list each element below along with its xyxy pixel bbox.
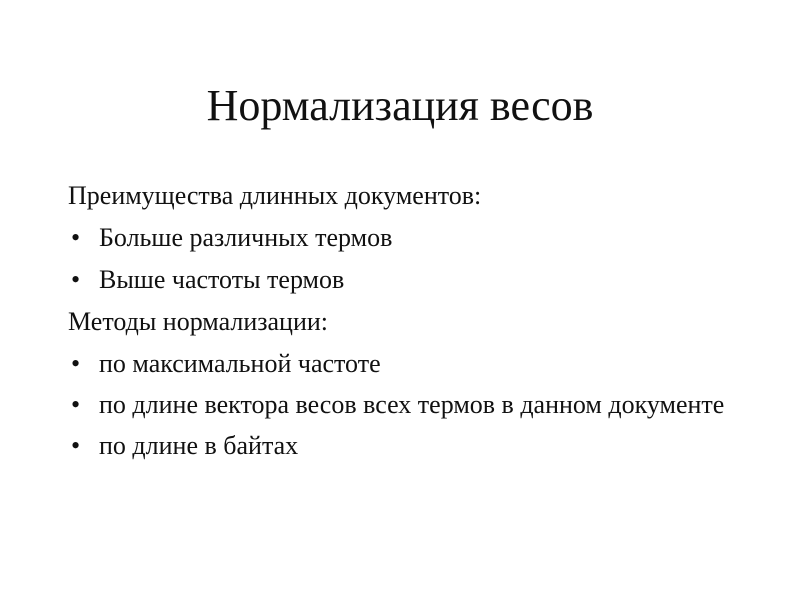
bullet-icon: • <box>71 431 81 460</box>
methods-list <box>68 343 748 467</box>
list-item-text: Больше различных термов <box>99 223 393 252</box>
bullet-icon: • <box>71 349 81 378</box>
advantages-list <box>68 217 748 301</box>
bullet-icon: • <box>71 265 81 294</box>
list-item <box>68 425 748 467</box>
list-item <box>68 385 729 425</box>
list-item <box>68 259 748 301</box>
slide-title: Нормализация весов <box>206 81 594 130</box>
list-item-text: по длине вектора весов всех термов в данном документе <box>99 390 725 419</box>
slide-body <box>68 175 748 467</box>
section-heading-advantages: Преимущества длинных документов: <box>68 181 482 210</box>
list-item <box>68 217 748 259</box>
list-item <box>68 343 748 385</box>
section-heading-methods: Методы нормализации: <box>68 307 329 336</box>
list-item-text: Выше частоты термов <box>99 265 345 294</box>
list-item-text: по длине в байтах <box>99 431 299 460</box>
bullet-icon: • <box>71 390 81 419</box>
bullet-icon: • <box>71 223 81 252</box>
list-item-text: по максимальной частоте <box>99 349 381 378</box>
